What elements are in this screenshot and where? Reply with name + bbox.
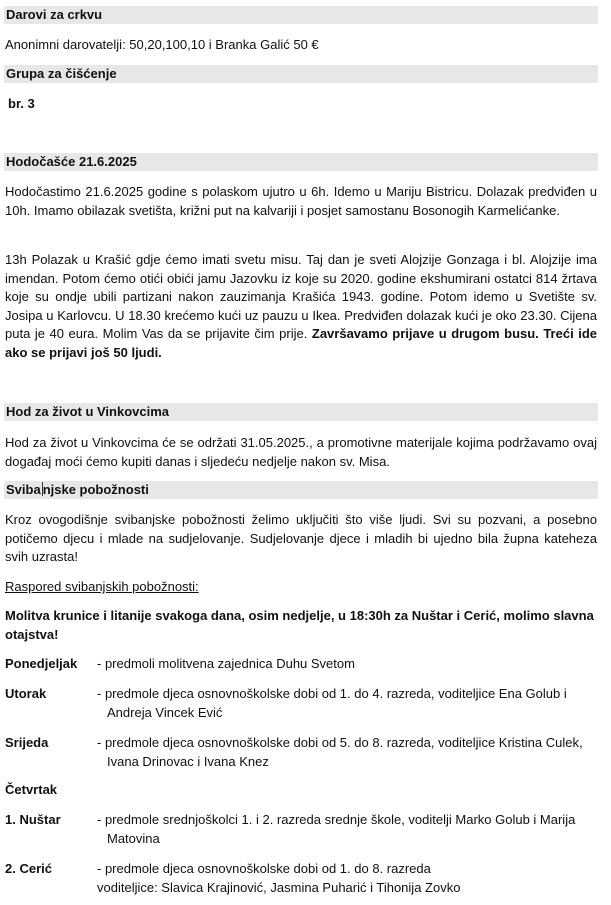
schedule-day: 1. Nuštar: [5, 812, 61, 827]
may-devotions-heading: [4, 481, 598, 499]
may-devotions-intro: Kroz ovogodišnje svibanjske pobožnosti želimo uključiti što više ljudi. Svi su pozvani, a posebno potičemo djecu i mlade na sudjelovanje. Sudjelovanje djece i mladih bi ujedno bila župna kateheza svih uzrasta!: [5, 512, 597, 564]
schedule-desc: - predmoli molitvena zajednica Duhu Svetom: [97, 656, 355, 671]
donations-text: Anonimni darovatelji: 50,20,100,10 i Branka Galić 50 €: [5, 37, 319, 52]
schedule-day: Četvrtak: [5, 782, 58, 797]
may-heading-part-a: Sviba: [6, 482, 41, 497]
march-heading: Hod za život u Vinkovcima: [4, 403, 598, 421]
cleaning-group-number: br. 3: [8, 96, 35, 111]
pilgrimage-heading: Hodočašće 21.6.2025: [4, 153, 598, 171]
schedule-desc: - predmole djeca osnovnoškolske dobi od 1. do 4. razreda, voditeljice Ena Golub i Andreja Vincek Ević: [97, 686, 567, 720]
pilgrimage-paragraph-1: Hodočastimo 21.6.2025 godine s polaskom ujutro u 6h. Idemo u Mariju Bistricu. Dolazak predviđen u 10h. Imamo obilazak svetišta, križni put na kalvariji i posjet samostanu Bosonogih Karmelićanke.: [5, 184, 597, 218]
schedule-title: Raspored svibanjskih pobožnosti:: [5, 579, 199, 594]
schedule-day: 2. Cerić: [5, 861, 52, 876]
schedule-day: Ponedjeljak: [5, 656, 78, 671]
schedule-desc: - predmole srednjoškolci 1. i 2. razreda srednje škole, voditelji Marko Golub i Marija Matovina: [97, 812, 576, 846]
pilgrimage-paragraph-2-text: 13h Polazak u Krašić gdje ćemo imati svetu misu. Taj dan je sveti Alojzije Gonzaga i bl. Alojzije ima imendan. Potom ćemo otići obići jamu Jazovku iz koje su 2020. godine ekshumirani ostatci 814 žrtava koje su ondje ubili partizani nakon zauzimanja Krašića 1943. godine. Potom idemo u Svetište sv. Josipa u Karlovcu. U 18.30 krećemo kući uz pauzu u Ikea. Predviđen dolazak kući je oko 23.30. Cijena puta je 40 eura. Molim Vas da se prijavite čim prije.: [5, 252, 597, 341]
may-heading-part-b: njske pobožnosti: [42, 482, 149, 497]
donations-heading: Darovi za crkvu: [4, 6, 598, 24]
schedule-desc-line-1: - predmole djeca osnovnoškolske dobi od 1. do 8. razreda: [97, 861, 431, 876]
schedule-desc: [97, 860, 607, 897]
schedule-day: Utorak: [5, 686, 47, 701]
schedule-day: Srijeda: [5, 735, 49, 750]
rosary-note: Molitva krunice i litanije svakoga dana, osim nedjelje, u 18:30h za Nuštar i Cerić, molimo slavna otajstva!: [5, 608, 594, 642]
schedule-desc-line-2: voditeljice: Slavica Krajinović, Jasmina Puharić i Tihonija Zovko: [97, 879, 461, 895]
pilgrimage-paragraph-2: [5, 251, 597, 362]
cleaning-heading: Grupa za čišćenje: [4, 65, 598, 83]
march-text: Hod za život u Vinkovcima će se održati 31.05.2025., a promotivne materijale kojima podržavamo ovaj događaj moći ćemo kupiti danas i sljedeću nedjelje nakon sv. Misa.: [5, 435, 597, 469]
schedule-desc: - predmole djeca osnovnoškolske dobi od 5. do 8. razreda, voditeljice Kristina Culek, Ivana Drinovac i Ivana Knez: [97, 735, 583, 769]
pilgrimage-registration-note: Završavamo prijave u drugom busu. Treći ide ako se prijavi još 50 ljudi.: [5, 326, 597, 360]
